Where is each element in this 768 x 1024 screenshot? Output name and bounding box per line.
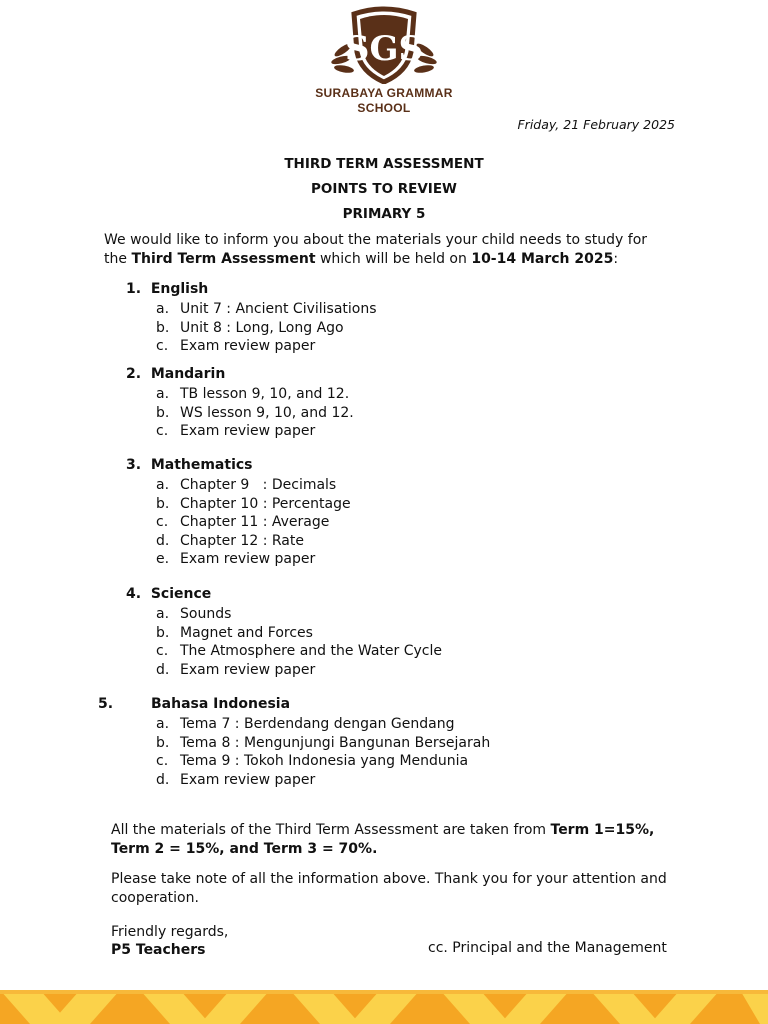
item-letter: a. — [156, 301, 170, 317]
item-text: Exam review paper — [180, 551, 316, 568]
subject-number: 1. — [126, 281, 142, 297]
letter-date: Friday, 21 February 2025 — [517, 117, 675, 132]
school-name — [0, 86, 768, 116]
list-item — [156, 661, 442, 680]
list-item — [156, 605, 442, 624]
item-letter: d. — [156, 532, 170, 549]
item-letter: a. — [156, 386, 170, 402]
item-letter: a. — [156, 477, 170, 493]
item-letter: b. — [156, 734, 170, 751]
list-item — [156, 319, 377, 338]
item-text: Exam review paper — [180, 423, 316, 440]
list-item — [156, 624, 442, 643]
school-name-line1: SURABAYA GRAMMAR — [315, 86, 453, 100]
subject-name: Mandarin — [150, 366, 226, 382]
subject-items — [156, 715, 490, 789]
item-text: Chapter 11 : Average — [180, 514, 330, 531]
item-letter: b. — [156, 624, 170, 641]
item-letter: b. — [156, 404, 170, 421]
item-text: Chapter 12 : Rate — [180, 532, 304, 549]
subject-heading — [126, 281, 208, 297]
item-text: Exam review paper — [180, 771, 316, 788]
subject-heading — [98, 696, 113, 712]
closing-regards: Friendly regards, — [111, 924, 229, 940]
subject-number: 3. — [126, 457, 142, 473]
item-letter: c. — [156, 514, 169, 531]
subject-items — [156, 385, 354, 441]
list-item — [156, 642, 442, 661]
intro-text: which will be held on — [315, 251, 472, 267]
school-name-line2: SCHOOL — [357, 101, 411, 115]
item-text: Magnet and Forces — [180, 624, 313, 641]
subject-heading — [126, 586, 211, 602]
subject-items — [156, 605, 442, 679]
title-grade: PRIMARY 5 — [342, 206, 426, 222]
closing-block — [111, 923, 228, 959]
list-item — [156, 771, 490, 790]
list-item — [156, 550, 351, 569]
list-item — [156, 513, 351, 532]
item-text: Chapter 9 : Decimals — [180, 477, 337, 493]
item-text: Exam review paper — [180, 338, 316, 355]
item-letter: c. — [156, 753, 169, 770]
item-text: Tema 8 : Mengunjungi Bangunan Bersejarah — [180, 734, 491, 751]
crest-monogram: SGS — [344, 29, 424, 69]
item-text: Exam review paper — [180, 661, 316, 678]
school-header — [0, 6, 768, 116]
school-crest-icon — [329, 6, 439, 84]
subject-number: 4. — [126, 586, 142, 602]
subject-heading — [126, 366, 225, 382]
item-letter: a. — [156, 606, 170, 622]
item-text: The Atmosphere and the Water Cycle — [180, 643, 443, 660]
footer-band — [0, 990, 768, 1024]
list-item — [156, 385, 354, 404]
item-letter: b. — [156, 319, 170, 336]
subject-name: Mathematics — [150, 457, 253, 473]
subject-number: 2. — [126, 366, 142, 382]
note-paragraph: Please take note of all the information above. Thank you for your attention and cooperation. — [111, 871, 667, 906]
intro-assessment-name: Third Term Assessment — [131, 251, 316, 267]
item-letter: a. — [156, 716, 170, 732]
list-item — [156, 422, 354, 441]
list-item — [156, 495, 351, 514]
weighting-text: All the materials of the Third Term Assessment are taken from — [111, 822, 551, 838]
list-item — [156, 337, 377, 356]
intro-text: : — [613, 251, 619, 267]
cc-line: cc. Principal and the Management — [428, 940, 667, 956]
subject-heading — [126, 457, 253, 473]
item-text: Unit 8 : Long, Long Ago — [180, 319, 344, 336]
subject-name: Science — [150, 586, 212, 602]
list-item — [156, 532, 351, 551]
item-letter: b. — [156, 495, 170, 512]
title-points: POINTS TO REVIEW — [311, 181, 457, 197]
subject-number: 5. — [98, 696, 114, 712]
intro-text: We would like to inform you about the materials your child needs to study for the — [104, 232, 648, 267]
subject-items — [156, 300, 377, 356]
item-letter: d. — [156, 771, 170, 788]
list-item — [156, 734, 490, 753]
title-assessment: THIRD TERM ASSESSMENT — [284, 156, 484, 172]
subject-heading — [151, 696, 290, 712]
intro-exam-dates: 10-14 March 2025 — [471, 251, 614, 267]
item-text: TB lesson 9, 10, and 12. — [180, 386, 350, 402]
subject-items — [156, 476, 351, 569]
item-letter: c. — [156, 338, 169, 355]
item-text: Tema 7 : Berdendang dengan Gendang — [180, 716, 455, 732]
weighting-paragraph — [111, 821, 691, 858]
subject-name: Bahasa Indonesia — [151, 696, 291, 712]
item-text: Unit 7 : Ancient Civilisations — [180, 301, 377, 317]
item-letter: c. — [156, 643, 169, 660]
footer-top-edge — [0, 990, 768, 994]
item-letter: d. — [156, 661, 170, 678]
document-titles — [0, 155, 768, 230]
item-letter: e. — [156, 551, 170, 568]
item-text: Sounds — [180, 606, 232, 622]
subject-name: English — [150, 281, 209, 297]
item-text: WS lesson 9, 10, and 12. — [180, 404, 354, 421]
item-letter: c. — [156, 423, 169, 440]
list-item — [156, 404, 354, 423]
list-item — [156, 752, 490, 771]
list-item — [156, 476, 351, 495]
list-item — [156, 300, 377, 319]
intro-paragraph — [104, 231, 674, 269]
weighting-values: Term 1=15%, Term 2 = 15%, and Term 3 = 70%. — [111, 822, 655, 857]
item-text: Chapter 10 : Percentage — [180, 495, 351, 512]
list-item — [156, 715, 490, 734]
item-text: Tema 9 : Tokoh Indonesia yang Mendunia — [180, 753, 469, 770]
closing-signature: P5 Teachers — [111, 942, 206, 958]
